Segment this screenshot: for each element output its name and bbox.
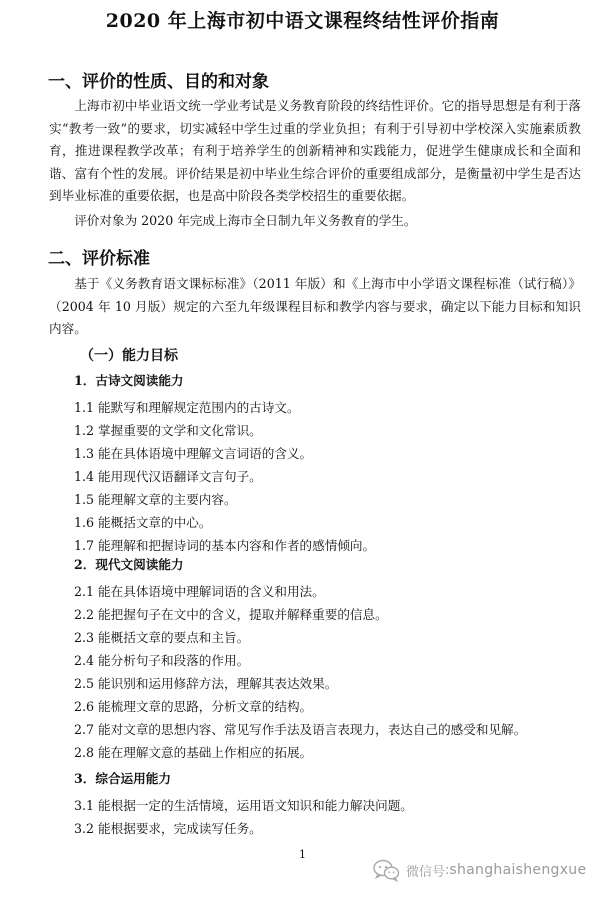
- list-item: 2.5 能识别和运用修辞方法，理解其表达效果。: [74, 676, 338, 691]
- list-item: 2.7 能对文章的思想内容、常见写作手法及语言表现力，表达自己的感受和见解。: [74, 722, 527, 737]
- list-item: 2.1 能在具体语境中理解词语的含义和用法。: [74, 584, 325, 599]
- section-heading-nature: 一、评价的性质、目的和对象: [48, 72, 269, 92]
- list-item: 1.7 能理解和把握诗词的基本内容和作者的感情倾向。: [74, 538, 376, 553]
- list-item: 3.2 能根据要求，完成读写任务。: [74, 821, 262, 836]
- section-heading-standards: 二、评价标准: [48, 249, 150, 269]
- subheading-ability-goals: （一）能力目标: [80, 348, 178, 364]
- watermark-label: 微信号: [406, 864, 446, 880]
- list-item: 1.1 能默写和理解规定范围内的古诗文。: [74, 400, 300, 415]
- list-item: 2.2 能把握句子在文中的含义，提取并解释重要的信息。: [74, 607, 388, 622]
- list-item: 2.6 能梳理文章的思路，分析文章的结构。: [74, 699, 313, 714]
- list-item: 2.8 能在理解文意的基础上作相应的拓展。: [74, 745, 313, 760]
- list-item: 1.6 能概括文章的中心。: [74, 515, 212, 530]
- paragraph-guiding-principle: 上海市初中毕业语文统一学业考试是义务教育阶段的终结性评价。它的指导思想是有利于落实“教考一致”的要求，切实减轻中学生过重的学业负担；有利于引导初中学校深入实施素质教育，推进课程教学改革；有利于培养学生的创新精神和实践能力，促进学生健康成长和全面和谐、富有个性的发展。评价结果是初中毕业生综合评价的重要组成部分，是衡量初中学生是否达到毕业标准的重要依据，也是高中阶段各类学校招生的重要依据。: [49, 98, 581, 203]
- group-heading-classical-reading: 1．古诗文阅读能力: [74, 373, 184, 388]
- list-item: 1.3 能在具体语境中理解文言词语的含义。: [74, 446, 313, 461]
- list-item: 1.4 能用现代汉语翻译文言句子。: [74, 469, 262, 484]
- document-title: 2020 年上海市初中语文课程终结性评价指南: [105, 10, 500, 32]
- watermark-colon: :: [445, 862, 450, 878]
- page-number: 1: [299, 848, 306, 861]
- list-item: 1.5 能理解文章的主要内容。: [74, 492, 237, 507]
- list-item: 2.4 能分析句子和段落的作用。: [74, 653, 250, 668]
- list-item: 1.2 掌握重要的文学和文化常识。: [74, 423, 262, 438]
- list-item: 2.3 能概括文章的要点和主旨。: [74, 630, 250, 645]
- group-heading-comprehensive: 3．综合运用能力: [74, 771, 171, 786]
- group-heading-modern-reading: 2．现代文阅读能力: [74, 557, 184, 572]
- list-item: 3.1 能根据一定的生活情境，运用语文知识和能力解决问题。: [74, 798, 413, 813]
- wechat-watermark: [372, 858, 586, 882]
- paragraph-standards-basis: 基于《义务教育语文课标标准》（2011 年版）和《上海市中小学语文课程标准（试行稿）》（2004 年 10 月版）规定的六至九年级课程目标和教学内容与要求，确定以下能力目标和知识内容。: [49, 276, 581, 336]
- watermark-account-id: shanghaishengxue: [449, 862, 587, 878]
- wechat-icon: [372, 858, 400, 882]
- paragraph-evaluation-target: 评价对象为 2020 年完成上海市全日制九年义务教育的学生。: [74, 213, 417, 228]
